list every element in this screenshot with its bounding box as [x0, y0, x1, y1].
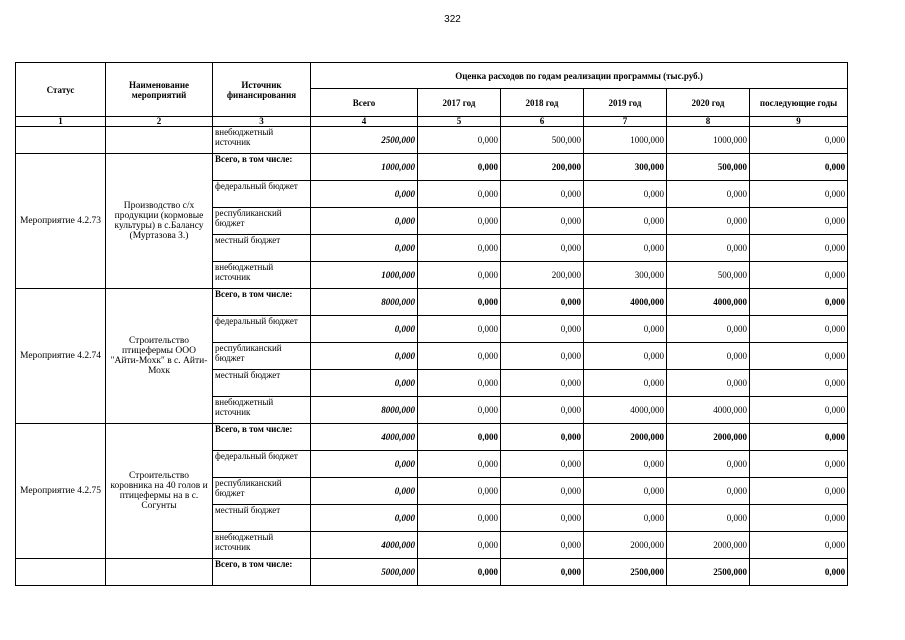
value-cell: 0,000	[501, 451, 584, 478]
value-cell: 0,000	[584, 316, 667, 343]
value-cell: 2000,000	[667, 424, 750, 451]
column-numbers-row	[16, 117, 848, 127]
value-cell: 0,000	[501, 289, 584, 316]
value-total: 0,000	[311, 343, 418, 370]
value-cell: 0,000	[418, 181, 501, 208]
funding-source: Всего, в том числе:	[213, 559, 311, 586]
funding-source: внебюджетный источник	[213, 127, 311, 154]
value-cell: 0,000	[750, 127, 848, 154]
value-cell: 0,000	[584, 505, 667, 532]
column-number: 1	[16, 117, 106, 127]
value-cell: 300,000	[584, 262, 667, 289]
table-body	[16, 127, 848, 586]
header-status: Статус	[16, 63, 106, 117]
event-name: Строительство коровника на 40 голов и птицефермы на в с. Согунты	[106, 424, 213, 559]
value-total: 0,000	[311, 235, 418, 262]
funding-source: внебюджетный источник	[213, 532, 311, 559]
value-cell: 0,000	[750, 505, 848, 532]
value-cell: 0,000	[584, 343, 667, 370]
value-cell: 0,000	[501, 505, 584, 532]
value-total: 0,000	[311, 208, 418, 235]
value-cell: 0,000	[750, 559, 848, 586]
header-2020: 2020 год	[667, 89, 750, 117]
value-cell: 300,000	[584, 154, 667, 181]
value-cell: 1000,000	[584, 127, 667, 154]
funding-source: республиканский бюджет	[213, 478, 311, 505]
value-cell: 0,000	[418, 289, 501, 316]
event-status: Мероприятие 4.2.75	[16, 424, 106, 559]
value-cell: 4000,000	[584, 289, 667, 316]
value-cell: 0,000	[501, 397, 584, 424]
value-cell: 0,000	[418, 424, 501, 451]
event-name: Строительство птицефермы ООО "Айти-Мохк" в с. Айти-Мохк	[106, 289, 213, 424]
value-cell: 0,000	[501, 532, 584, 559]
value-cell: 0,000	[584, 370, 667, 397]
value-cell: 2000,000	[584, 424, 667, 451]
value-cell: 0,000	[418, 343, 501, 370]
value-cell: 0,000	[667, 451, 750, 478]
column-number: 5	[418, 117, 501, 127]
value-cell: 0,000	[501, 343, 584, 370]
event-status	[16, 127, 106, 154]
funding-source: местный бюджет	[213, 370, 311, 397]
value-cell: 0,000	[667, 505, 750, 532]
value-cell: 0,000	[501, 478, 584, 505]
value-total: 2500,000	[311, 127, 418, 154]
value-cell: 0,000	[418, 127, 501, 154]
value-cell: 0,000	[750, 262, 848, 289]
value-total: 5000,000	[311, 559, 418, 586]
value-cell: 0,000	[667, 343, 750, 370]
funding-source: Всего, в том числе:	[213, 289, 311, 316]
value-cell: 0,000	[418, 370, 501, 397]
event-name	[106, 127, 213, 154]
funding-source: федеральный бюджет	[213, 181, 311, 208]
column-number: 6	[501, 117, 584, 127]
value-cell: 2500,000	[584, 559, 667, 586]
event-name	[106, 559, 213, 586]
value-cell: 2000,000	[667, 532, 750, 559]
value-total: 4000,000	[311, 424, 418, 451]
value-total: 0,000	[311, 370, 418, 397]
value-cell: 0,000	[418, 559, 501, 586]
page-number: 322	[444, 14, 461, 25]
value-cell: 0,000	[750, 397, 848, 424]
value-cell: 0,000	[418, 451, 501, 478]
funding-source: Всего, в том числе:	[213, 154, 311, 181]
value-cell: 0,000	[750, 343, 848, 370]
value-cell: 0,000	[501, 370, 584, 397]
table-row	[16, 424, 848, 451]
value-cell: 500,000	[667, 154, 750, 181]
funding-source: республиканский бюджет	[213, 208, 311, 235]
value-cell: 0,000	[418, 208, 501, 235]
table-row	[16, 154, 848, 181]
column-number: 3	[213, 117, 311, 127]
value-cell: 0,000	[501, 181, 584, 208]
table-row	[16, 559, 848, 586]
value-total: 4000,000	[311, 532, 418, 559]
value-cell: 0,000	[584, 208, 667, 235]
header-name: Наименование мероприятий	[106, 63, 213, 117]
value-total: 0,000	[311, 316, 418, 343]
value-cell: 0,000	[501, 316, 584, 343]
value-cell: 0,000	[667, 181, 750, 208]
value-cell: 0,000	[750, 532, 848, 559]
header-estimate: Оценка расходов по годам реализации программы (тыс.руб.)	[311, 63, 848, 89]
header-2017: 2017 год	[418, 89, 501, 117]
value-cell: 0,000	[501, 208, 584, 235]
value-cell: 2000,000	[584, 532, 667, 559]
budget-table	[15, 62, 848, 586]
column-number: 2	[106, 117, 213, 127]
value-total: 1000,000	[311, 154, 418, 181]
column-number: 9	[750, 117, 848, 127]
value-total: 1000,000	[311, 262, 418, 289]
value-total: 0,000	[311, 505, 418, 532]
value-total: 8000,000	[311, 397, 418, 424]
value-cell: 0,000	[750, 478, 848, 505]
value-cell: 0,000	[667, 235, 750, 262]
event-name: Производство с/х продукции (кормовые культуры) в с.Балансу (Муртазова З.)	[106, 154, 213, 289]
value-cell: 200,000	[501, 262, 584, 289]
table-row	[16, 127, 848, 154]
value-cell: 0,000	[667, 370, 750, 397]
funding-source: федеральный бюджет	[213, 451, 311, 478]
funding-source: внебюджетный источник	[213, 397, 311, 424]
value-cell: 0,000	[418, 154, 501, 181]
value-cell: 0,000	[750, 208, 848, 235]
header-2019: 2019 год	[584, 89, 667, 117]
value-cell: 0,000	[584, 235, 667, 262]
value-cell: 0,000	[750, 235, 848, 262]
event-status	[16, 559, 106, 586]
value-cell: 0,000	[750, 451, 848, 478]
value-cell: 2500,000	[667, 559, 750, 586]
value-cell: 0,000	[750, 181, 848, 208]
value-cell: 0,000	[501, 235, 584, 262]
header-2018: 2018 год	[501, 89, 584, 117]
value-cell: 0,000	[501, 424, 584, 451]
value-cell: 0,000	[750, 154, 848, 181]
value-cell: 4000,000	[667, 289, 750, 316]
value-cell: 0,000	[418, 505, 501, 532]
value-cell: 0,000	[418, 262, 501, 289]
funding-source: местный бюджет	[213, 505, 311, 532]
value-cell: 1000,000	[667, 127, 750, 154]
value-cell: 0,000	[667, 208, 750, 235]
header-next-years: последующие годы	[750, 89, 848, 117]
value-cell: 0,000	[667, 478, 750, 505]
funding-source: федеральный бюджет	[213, 316, 311, 343]
value-cell: 0,000	[750, 424, 848, 451]
header-source: Источник финансирования	[213, 63, 311, 117]
value-cell: 0,000	[750, 316, 848, 343]
value-cell: 0,000	[584, 181, 667, 208]
column-number: 4	[311, 117, 418, 127]
table-row	[16, 289, 848, 316]
column-number: 8	[667, 117, 750, 127]
header-total: Всего	[311, 89, 418, 117]
value-cell: 500,000	[667, 262, 750, 289]
value-cell: 0,000	[501, 559, 584, 586]
value-total: 8000,000	[311, 289, 418, 316]
value-cell: 500,000	[501, 127, 584, 154]
value-cell: 4000,000	[584, 397, 667, 424]
value-cell: 0,000	[418, 532, 501, 559]
value-cell: 0,000	[750, 370, 848, 397]
column-number: 7	[584, 117, 667, 127]
value-cell: 0,000	[418, 316, 501, 343]
value-total: 0,000	[311, 451, 418, 478]
event-status: Мероприятие 4.2.74	[16, 289, 106, 424]
value-cell: 200,000	[501, 154, 584, 181]
value-total: 0,000	[311, 478, 418, 505]
funding-source: внебюджетный источник	[213, 262, 311, 289]
value-cell: 0,000	[750, 289, 848, 316]
value-total: 0,000	[311, 181, 418, 208]
value-cell: 0,000	[418, 397, 501, 424]
event-status: Мероприятие 4.2.73	[16, 154, 106, 289]
funding-source: республиканский бюджет	[213, 343, 311, 370]
funding-source: местный бюджет	[213, 235, 311, 262]
value-cell: 4000,000	[667, 397, 750, 424]
value-cell: 0,000	[584, 478, 667, 505]
value-cell: 0,000	[418, 478, 501, 505]
value-cell: 0,000	[667, 316, 750, 343]
funding-source: Всего, в том числе:	[213, 424, 311, 451]
value-cell: 0,000	[418, 235, 501, 262]
value-cell: 0,000	[584, 451, 667, 478]
